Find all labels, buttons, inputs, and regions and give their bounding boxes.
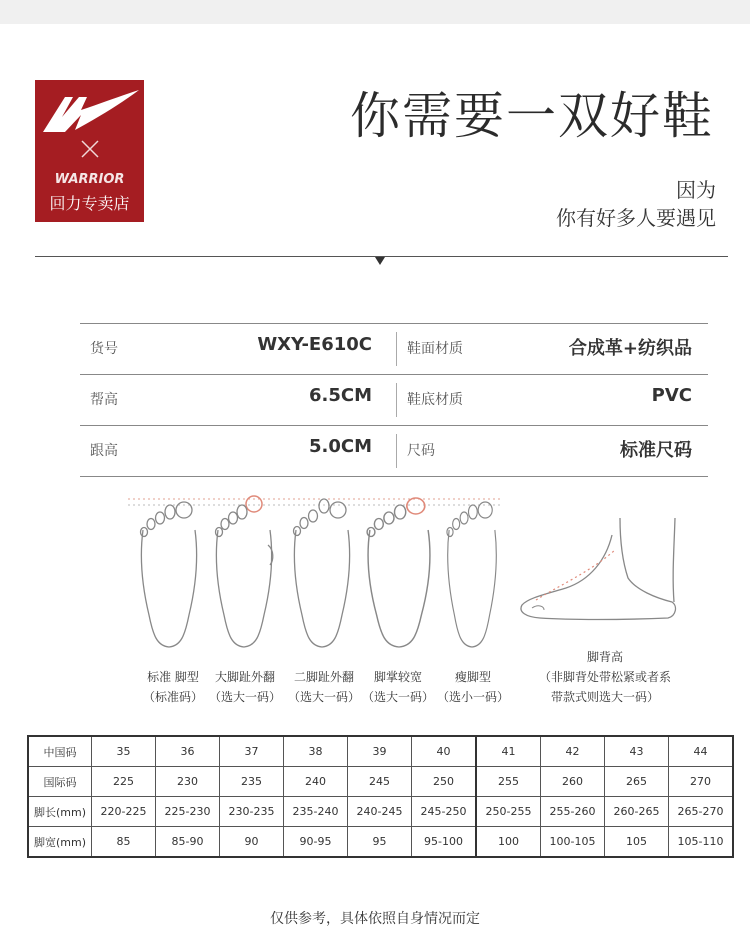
table-row bbox=[28, 827, 733, 858]
table-cell: 38 bbox=[284, 736, 348, 767]
spec-separator bbox=[396, 383, 397, 417]
table-cell: 255-260 bbox=[541, 797, 605, 827]
brand-logo bbox=[35, 80, 144, 222]
foot-caption-line2: （选小一码） bbox=[436, 690, 509, 704]
spec-row bbox=[80, 323, 708, 375]
table-cell: 85-90 bbox=[156, 827, 220, 858]
brand-logo-text: WARRIOR bbox=[54, 172, 125, 187]
subline-1: 因为 bbox=[676, 178, 716, 202]
size-table bbox=[27, 735, 734, 858]
table-row bbox=[28, 767, 733, 797]
table-cell: 265 bbox=[605, 767, 669, 797]
subline-2: 你有好多人要遇见 bbox=[556, 206, 716, 230]
foot-caption-line1: 瘦脚型 bbox=[454, 670, 491, 684]
instep-caption-line2: （非脚背处带松紧或者系 bbox=[538, 670, 671, 684]
foot-instep-side-icon bbox=[521, 518, 676, 620]
table-cell: 100 bbox=[476, 827, 541, 858]
table-cell: 270 bbox=[669, 767, 734, 797]
foot-caption-line1: 脚掌较宽 bbox=[373, 670, 422, 684]
table-cell: 220-225 bbox=[92, 797, 156, 827]
table-cell: 230-235 bbox=[220, 797, 284, 827]
table-cell: 42 bbox=[541, 736, 605, 767]
foot-caption-line1: 大脚趾外翻 bbox=[214, 670, 275, 684]
foot-second-toe-icon bbox=[294, 499, 350, 647]
foot-caption-line2: （选大一码） bbox=[361, 690, 434, 704]
spec-separator bbox=[396, 332, 397, 366]
instep-caption-line1: 脚背高 bbox=[586, 650, 623, 664]
spec-label: 鞋底材质 bbox=[407, 392, 463, 408]
foot-caption-line1: 二脚趾外翻 bbox=[293, 670, 354, 684]
table-cell: 225 bbox=[92, 767, 156, 797]
spec-label: 鞋面材质 bbox=[407, 341, 463, 357]
row-header: 中国码 bbox=[28, 736, 92, 767]
row-header: 国际码 bbox=[28, 767, 92, 797]
table-cell: 85 bbox=[92, 827, 156, 858]
table-cell: 105 bbox=[605, 827, 669, 858]
table-cell: 36 bbox=[156, 736, 220, 767]
table-cell: 40 bbox=[412, 736, 477, 767]
table-cell: 260-265 bbox=[605, 797, 669, 827]
spec-row bbox=[80, 426, 708, 477]
row-header: 脚宽(mm) bbox=[28, 827, 92, 858]
instep-caption-line3: 带款式则选大一码） bbox=[550, 690, 659, 704]
foot-types-illustration bbox=[0, 490, 750, 650]
table-cell: 225-230 bbox=[156, 797, 220, 827]
top-band bbox=[0, 0, 750, 24]
spec-label: 尺码 bbox=[407, 443, 435, 459]
table-cell: 235-240 bbox=[284, 797, 348, 827]
spec-label: 帮高 bbox=[90, 392, 118, 408]
foot-bunion-icon bbox=[216, 496, 273, 647]
row-header: 脚长(mm) bbox=[28, 797, 92, 827]
spec-row bbox=[80, 375, 708, 426]
table-row bbox=[28, 797, 733, 827]
table-cell: 250 bbox=[412, 767, 477, 797]
foot-caption-line1: 标准 脚型 bbox=[147, 670, 199, 684]
foot-caption-line2: （标准码） bbox=[142, 690, 203, 704]
page-headline: 你需要一双好鞋 bbox=[350, 87, 714, 145]
table-cell: 90-95 bbox=[284, 827, 348, 858]
store-name: 回力专卖店 bbox=[49, 194, 130, 213]
table-cell: 105-110 bbox=[669, 827, 734, 858]
table-cell: 240-245 bbox=[348, 797, 412, 827]
table-cell: 260 bbox=[541, 767, 605, 797]
table-cell: 240 bbox=[284, 767, 348, 797]
spec-value: PVC bbox=[651, 385, 692, 406]
table-cell: 235 bbox=[220, 767, 284, 797]
foot-wide-icon bbox=[367, 498, 430, 647]
table-cell: 255 bbox=[476, 767, 541, 797]
spec-value: 标准尺码 bbox=[620, 440, 692, 461]
spec-value: 5.0CM bbox=[308, 436, 372, 457]
foot-caption-line2: （选大一码） bbox=[208, 690, 281, 704]
table-cell: 250-255 bbox=[476, 797, 541, 827]
table-cell: 41 bbox=[476, 736, 541, 767]
table-cell: 37 bbox=[220, 736, 284, 767]
table-cell: 95-100 bbox=[412, 827, 477, 858]
spec-value: 6.5CM bbox=[308, 385, 372, 406]
foot-slim-icon bbox=[447, 502, 496, 647]
arrow-down-icon bbox=[375, 257, 385, 265]
spec-value: 合成革+纺织品 bbox=[568, 338, 692, 359]
table-row bbox=[28, 736, 733, 767]
cross-icon bbox=[82, 141, 98, 157]
table-cell: 95 bbox=[348, 827, 412, 858]
spec-label: 跟高 bbox=[90, 443, 118, 459]
table-cell: 44 bbox=[669, 736, 734, 767]
table-cell: 35 bbox=[92, 736, 156, 767]
footnote: 仅供参考，具体依照自身情况而定 bbox=[270, 911, 480, 927]
spec-label: 货号 bbox=[90, 341, 118, 357]
table-cell: 100-105 bbox=[541, 827, 605, 858]
table-cell: 43 bbox=[605, 736, 669, 767]
table-cell: 39 bbox=[348, 736, 412, 767]
table-cell: 245-250 bbox=[412, 797, 477, 827]
spec-value: WXY-E610C bbox=[257, 334, 372, 355]
table-cell: 90 bbox=[220, 827, 284, 858]
spec-separator bbox=[396, 434, 397, 468]
foot-caption-line2: （选大一码） bbox=[287, 690, 360, 704]
foot-standard-icon bbox=[141, 502, 197, 647]
table-cell: 265-270 bbox=[669, 797, 734, 827]
spec-table bbox=[80, 323, 708, 477]
table-cell: 245 bbox=[348, 767, 412, 797]
table-cell: 230 bbox=[156, 767, 220, 797]
